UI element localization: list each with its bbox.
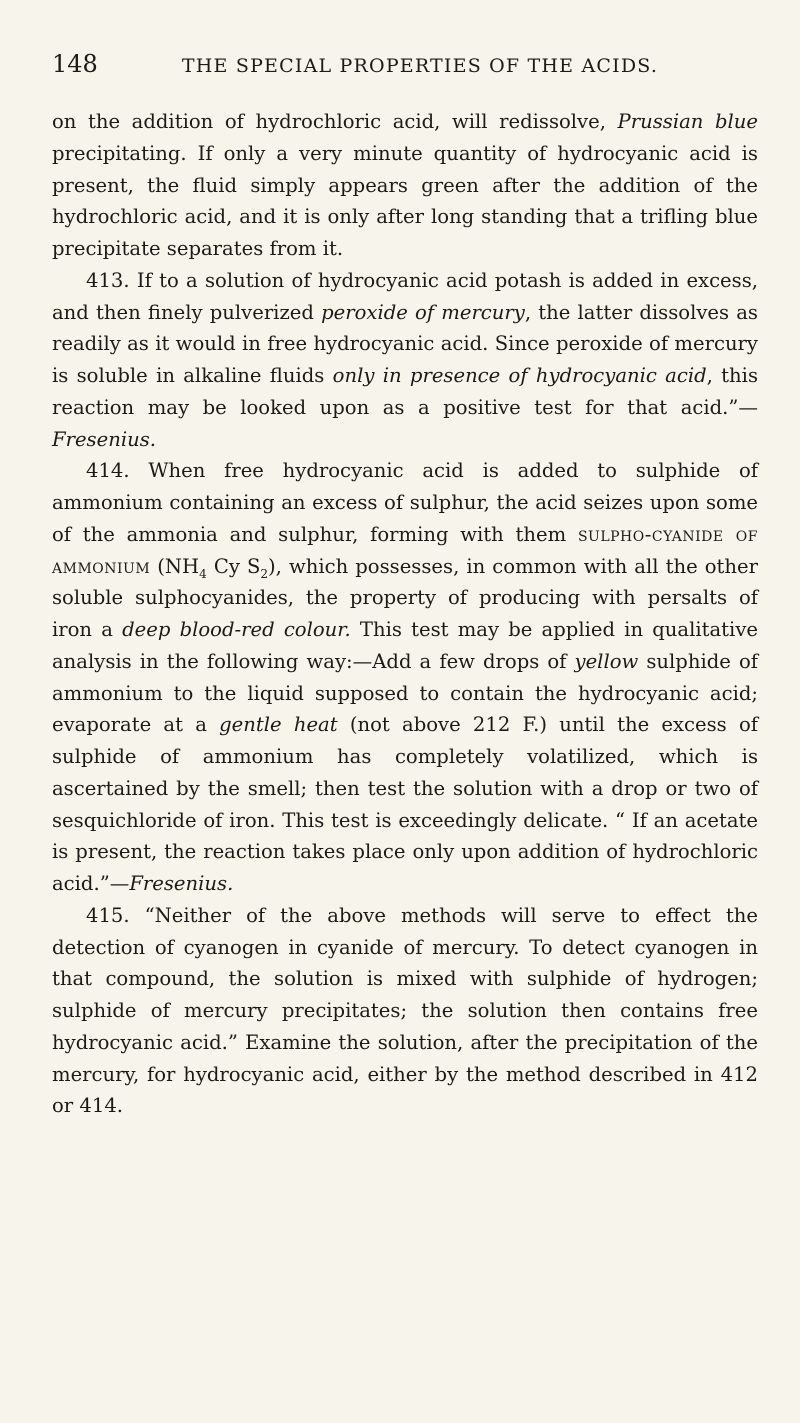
text-run: This test may be applied in qualitative analysis in the following way:—Add a few drops of [52, 618, 758, 673]
text-run: precipitating. If only a very minute quantity of hydrocyanic acid is present, the fluid simply appears green after the addition of the hydrochloric acid, and it is only after long standing that a trifling blue precipitate separates from it. [52, 141, 758, 260]
text-run: , this reaction may be looked upon as a positive test for that acid.”— [52, 364, 759, 419]
italic-run: yellow [574, 649, 639, 673]
subscript: 2 [260, 566, 269, 581]
text-run: ), which possesses, in common with all the other soluble sulphocyanides, the property of producing with persalts of iron a [52, 554, 758, 641]
text-run: , the latter dissolves as readily as it would in free hydrocyanic acid. Since peroxide of mercury is soluble in alkaline fluids [52, 300, 758, 387]
paragraph-continued [52, 106, 758, 265]
text-run: (not above 212 F.) until the excess of sulphide of ammonium has completely volatilized, which is ascertained by the smell; then test the solution with a drop or two of sesquichloride of iron. This test is exceedingly delicate. “ If an acetate is present, the reaction takes place only upon addition of hydrochloric acid.”— [52, 713, 758, 895]
body-text [52, 106, 758, 1122]
italic-run: peroxide of mercury [321, 300, 525, 324]
italic-run: only in presence of hydrocyanic acid [332, 364, 707, 387]
paragraph-number: 414. [86, 459, 130, 483]
text-run: When free hydrocyanic acid is added to sulphide of ammonium containing an excess of sulphur, the acid seizes upon some of the ammonia and sulphur, forming with them [52, 459, 758, 546]
small-caps-run: sulpho-cyanide of ammonium [52, 522, 758, 578]
text-run: sulphide of ammonium to the liquid supposed to contain the hydrocyanic acid; evaporate at a [52, 649, 758, 737]
italic-run: deep blood-red colour. [122, 618, 351, 641]
paragraph-number: 413. [86, 268, 130, 292]
text-run: If to a solution of hydrocyanic acid potash is added in excess, and then finely pulverized [52, 268, 758, 324]
paragraph-number: 415. [86, 903, 130, 927]
running-head [52, 50, 758, 80]
paragraph-414 [52, 455, 758, 900]
running-title: THE SPECIAL PROPERTIES OF THE ACIDS. [181, 55, 659, 77]
paragraph-413 [52, 265, 758, 456]
page-number: 148 [52, 50, 98, 78]
italic-run: Fresenius. [52, 427, 156, 451]
text-run: (NH [150, 554, 200, 578]
paragraph-415 [52, 900, 758, 1122]
text-run: “Neither of the above methods will serve to effect the detection of cyanogen in cyanide of mercury. To detect cyanogen in that compound, the solution is mixed with sulphide of hydrogen; sulphide of mercury precipitates; the solution then contains free hydrocyanic acid.” Examine the solution, after the precipitation of the mercury, for hydrocyanic acid, either by the method described in 412 or 414. [52, 903, 758, 1118]
italic-run: gentle heat [219, 713, 338, 737]
text-run: Cy S [206, 554, 261, 578]
subscript: 4 [199, 566, 207, 581]
italic-run: Prussian blue [617, 110, 758, 133]
text-run: on the addition of hydrochloric acid, will redissolve, [52, 110, 618, 133]
book-page [52, 50, 758, 1122]
italic-run: Fresenius. [129, 872, 234, 895]
